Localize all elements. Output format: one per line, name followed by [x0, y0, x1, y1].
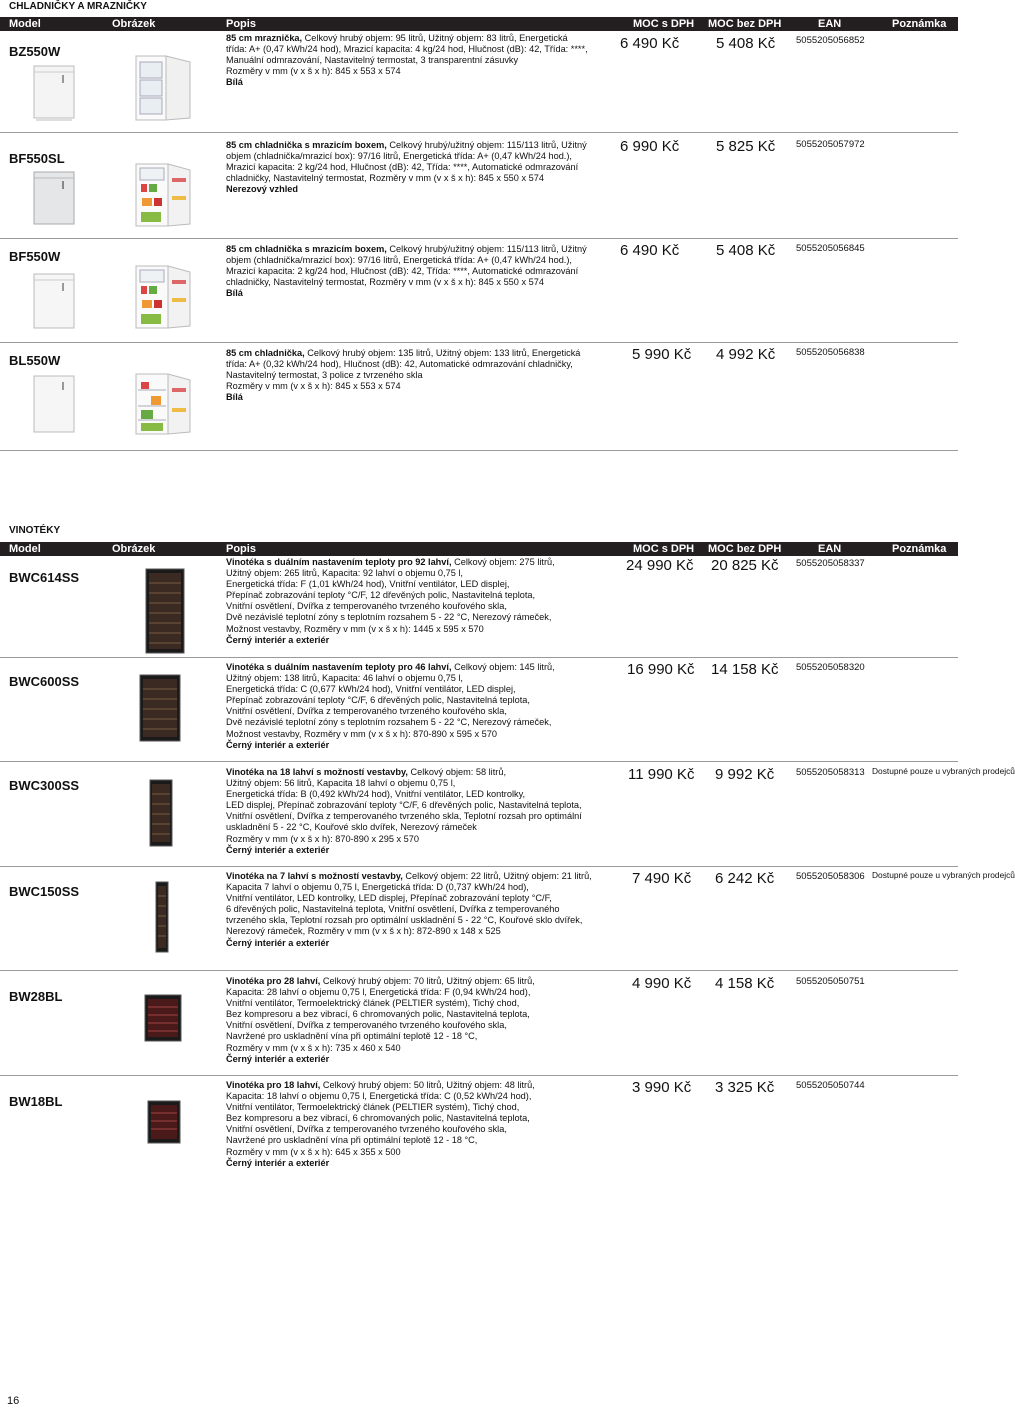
- product-description: [226, 1080, 616, 1169]
- description-line: chladničky, Nastavitelný termostat, Rozměry v mm (v x š x h): 845 x 550 x 574: [226, 173, 544, 184]
- page-number: 16: [7, 1395, 20, 1407]
- description-line: Vnitřní ventilátor, Termoelektrický článek (PELTIER systém), Tichý chod,: [226, 998, 520, 1009]
- color-note: Černý interiér a exteriér: [226, 1157, 330, 1168]
- product-description: [226, 244, 616, 299]
- table-row: [0, 661, 958, 761]
- ean-code: 5055205058313: [796, 767, 865, 778]
- ean-code: 5055205058320: [796, 662, 865, 673]
- description-line: Celkový objem: 145 litrů,: [454, 662, 555, 672]
- product-images: [0, 1079, 220, 1179]
- color-note: Černý interiér a exteriér: [226, 844, 330, 855]
- price-with-vat: 5 990 Kč: [632, 346, 692, 363]
- color-note: Černý interiér a exteriér: [226, 739, 330, 750]
- description-line: Vnitřní osvětlení, Dvířka z temperovaného tvrzeného kouřového skla,: [226, 1020, 507, 1031]
- ean-code: 5055205057972: [796, 139, 865, 150]
- header-ean: EAN: [818, 543, 842, 555]
- description-line: třída: A+ (0,32 kWh/24 hod), Hlučnost (dB): 42, Automatické odmrazování chladničky,: [226, 359, 573, 370]
- header-ean: EAN: [818, 18, 842, 30]
- row-divider: [0, 761, 958, 762]
- description-line: Celkový hrubý objem: 135 litrů, Užitný objem: 133 litrů, Energetická: [307, 348, 581, 358]
- description-line: Vnitřní osvětlení, Dvířka z temperovaného tvrzeného skla, Teplotní rozsah pro optimální: [226, 811, 582, 822]
- product-images: [0, 766, 220, 866]
- color-note: Černý interiér a exteriér: [226, 634, 330, 645]
- product-images: [0, 346, 220, 446]
- description-line: uskladnění 5 - 22 °C, Kouřové sklo dvířek, Nerezový rámeček: [226, 822, 477, 833]
- price-without-vat: 20 825 Kč: [711, 557, 779, 574]
- product-description: [226, 767, 616, 856]
- row-divider: [0, 1075, 958, 1076]
- header-image: Obrázek: [112, 18, 156, 30]
- description-line: Energetická třída: C (0,677 kWh/24 hod), Vnitřní ventilátor, LED displej,: [226, 684, 516, 695]
- ean-code: 5055205056838: [796, 347, 865, 358]
- description-line: LED displej, Přepínač zobrazování teploty °C/F, 6 dřevěných polic, Nastavitelná teplota,: [226, 800, 582, 811]
- description-line: Manuální odmrazování, Nastavitelný termostat, 3 transparentní zásuvky: [226, 55, 519, 66]
- availability-note: Dostupné pouze u vybraných prodejců: [872, 766, 1015, 776]
- description-line: Dvě nezávislé teplotní zóny s teplotním rozsahem 5 - 22 °C, Nerezový rámeček,: [226, 717, 552, 728]
- product-description: [226, 557, 616, 646]
- table-row: [0, 346, 958, 450]
- fridge-open-image: [136, 164, 190, 226]
- model-name: BL550W: [9, 353, 61, 368]
- row-divider: [0, 866, 958, 867]
- table-row: [0, 557, 958, 657]
- description-lead: 85 cm chladnička s mrazicím boxem,: [226, 140, 387, 150]
- price-with-vat: 4 990 Kč: [632, 975, 692, 992]
- color-note: Bílá: [226, 77, 243, 88]
- description-lead: 85 cm mraznička,: [226, 33, 303, 43]
- header-model: Model: [9, 543, 41, 555]
- header-moc-bez-dph: MOC bez DPH: [708, 543, 782, 555]
- description-line: Celkový objem: 58 litrů,: [410, 767, 507, 777]
- description-lead: Vinotéka pro 18 lahví,: [226, 1080, 321, 1090]
- description-line: Mrazicí kapacita: 2 kg/24 hod, Hlučnost (dB): 42, Třída: ****, Automatické odmrazování: [226, 266, 579, 277]
- header-moc-dph: MOC s DPH: [633, 543, 695, 555]
- description-lead: Vinotéka s duálním nastavením teploty pro 92 lahví,: [226, 557, 452, 567]
- header-moc-bez-dph: MOC bez DPH: [708, 18, 782, 30]
- description-line: Celkový hrubý objem: 50 litrů, Užitný objem: 48 litrů,: [322, 1080, 535, 1090]
- product-images: [0, 975, 220, 1075]
- description-lead: 85 cm chladnička s mrazicím boxem,: [226, 244, 387, 254]
- color-note: Černý interiér a exteriér: [226, 937, 330, 948]
- color-note: Bílá: [226, 288, 243, 299]
- description-line: Nastavitelný termostat, 3 police z tvrzeného skla: [226, 370, 423, 381]
- product-images: [0, 242, 220, 342]
- ean-code: 5055205058337: [796, 558, 865, 569]
- description-line: Bez kompresoru a bez vibrací, 6 chromovaných polic, Nastavitelná teplota,: [226, 1113, 530, 1124]
- price-with-vat: 24 990 Kč: [626, 557, 694, 574]
- color-note: Nerezový vzhled: [226, 184, 298, 195]
- description-line: Užitný objem: 56 litrů, Kapacita 18 lahví o objemu 0,75 l,: [226, 778, 456, 789]
- price-without-vat: 14 158 Kč: [711, 661, 779, 678]
- section-title: CHLADNIČKY A MRAZNIČKY: [9, 1, 147, 12]
- description-lead: Vinotéka na 18 lahví s možností vestavby,: [226, 767, 408, 777]
- description-line: Rozměry v mm (v x š x h): 845 x 553 x 574: [226, 381, 401, 392]
- fridge-closed-image: [34, 274, 74, 328]
- description-line: chladničky, Nastavitelný termostat, Rozměry v mm (v x š x h): 845 x 550 x 574: [226, 277, 544, 288]
- description-lead: Vinotéka na 7 lahví s možností vestavby,: [226, 871, 403, 881]
- section-title: VINOTÉKY: [9, 525, 61, 536]
- description-line: Vnitřní osvětlení, Dvířka z temperovaného tvrzeného kouřového skla,: [226, 706, 507, 717]
- description-line: Kapacita: 18 lahví o objemu 0,75 l, Energetická třída: C (0,52 kWh/24 hod),: [226, 1091, 532, 1102]
- price-with-vat: 3 990 Kč: [632, 1079, 692, 1096]
- fridge-open-image: [136, 374, 190, 434]
- description-line: Vnitřní ventilátor, LED kontrolky, LED displej, Přepínač zobrazování teploty °C/F,: [226, 893, 552, 904]
- description-line: Užitný objem: 265 litrů, Kapacita: 92 lahví o objemu 0,75 l,: [226, 568, 463, 579]
- product-images: [0, 557, 220, 657]
- price-with-vat: 16 990 Kč: [627, 661, 695, 678]
- price-without-vat: 4 992 Kč: [716, 346, 776, 363]
- description-line: Celkový hrubý objem: 95 litrů, Užitný objem: 83 litrů, Energetická: [304, 33, 568, 43]
- model-name: BF550W: [9, 249, 61, 264]
- color-note: Bílá: [226, 392, 243, 403]
- table-row: [0, 975, 958, 1075]
- row-divider: [0, 450, 958, 451]
- description-line: Přepínač zobrazování teploty °C/F, 6 dřevěných polic, Nastavitelná teplota,: [226, 695, 530, 706]
- description-line: Celkový hrubý objem: 70 litrů, Užitný objem: 65 litrů,: [322, 976, 535, 986]
- description-line: Kapacita: 28 lahví o objemu 0,75 l, Energetická třída: F (0,94 kWh/24 hod),: [226, 987, 531, 998]
- price-without-vat: 6 242 Kč: [715, 870, 775, 887]
- description-line: 6 dřevěných polic, Nastavitelná teplota, Vnitřní osvětlení, Dvířka z temperovaného: [226, 904, 560, 915]
- description-line: Rozměry v mm (v x š x h): 735 x 460 x 540: [226, 1042, 401, 1053]
- table-header: [0, 17, 958, 31]
- model-name: BW18BL: [9, 1094, 63, 1109]
- model-name: BWC600SS: [9, 674, 80, 689]
- description-line: Celkový objem: 22 litrů, Užitný objem: 21 litrů,: [405, 871, 592, 881]
- description-line: Celkový hrubý/užitný objem: 115/113 litrů, Užitný: [389, 244, 587, 254]
- product-description: [226, 662, 616, 751]
- header-note: Poznámka: [892, 18, 947, 30]
- wine-cooler-image: [146, 569, 184, 653]
- description-line: objem (chladnička/mrazicí box): 97/16 litrů, Energetická třída: A+ (0,47 kWh/24 hod.),: [226, 151, 572, 162]
- ean-code: 5055205056852: [796, 35, 865, 46]
- product-description: [226, 976, 616, 1065]
- wine-cooler-image: [148, 1101, 180, 1143]
- price-with-vat: 6 490 Kč: [620, 35, 680, 52]
- description-line: objem (chladnička/mrazicí box): 97/16 litrů, Energetická třída: A+ (0,47 kWh/24 hod.),: [226, 255, 572, 266]
- price-without-vat: 9 992 Kč: [715, 766, 775, 783]
- description-line: tvrzeného skla, Teplotní rozsah pro optimální uskladnění 5 - 22 °C, Kouřové sklo dvířek,: [226, 915, 583, 926]
- model-name: BZ550W: [9, 44, 61, 59]
- description-line: Vnitřní osvětlení, Dvířka z temperovaného tvrzeného kouřového skla,: [226, 601, 507, 612]
- description-line: Kapacita 7 lahví o objemu 0,75 l, Energetická třída: D (0,737 kWh/24 hod),: [226, 882, 529, 893]
- product-description: [226, 33, 616, 88]
- product-description: [226, 871, 616, 949]
- description-line: Navržené pro uskladnění vína při optimální teplotě 12 - 18 °C,: [226, 1031, 478, 1042]
- price-with-vat: 6 990 Kč: [620, 138, 680, 155]
- model-name: BW28BL: [9, 989, 63, 1004]
- wine-cooler-image: [140, 675, 180, 741]
- table-row: [0, 1079, 958, 1183]
- description-line: Přepínač zobrazování teploty °C/F, 12 dřevěných polic, Nastavitelná teplota,: [226, 590, 536, 601]
- availability-note: Dostupné pouze u vybraných prodejců: [872, 870, 1015, 880]
- fridge-open-image: [136, 266, 190, 328]
- fridge-closed-image: [34, 376, 74, 432]
- description-line: Vnitřní osvětlení, Dvířka z temperovaného tvrzeného kouřového skla,: [226, 1124, 507, 1135]
- fridge-closed-image: [34, 172, 74, 224]
- description-line: Mrazicí kapacita: 2 kg/24 hod, Hlučnost (dB): 42, Třída: ****, Automatické odmrazování: [226, 162, 579, 173]
- price-without-vat: 5 825 Kč: [716, 138, 776, 155]
- description-line: Celkový hrubý/užitný objem: 115/113 litrů, Užitný: [389, 140, 587, 150]
- row-divider: [0, 342, 958, 343]
- model-name: BWC150SS: [9, 884, 80, 899]
- model-name: BWC300SS: [9, 778, 80, 793]
- table-row: [0, 32, 958, 132]
- description-line: Nerezový rámeček, Rozměry v mm (v x š x h): 872-890 x 148 x 525: [226, 926, 501, 937]
- model-name: BF550SL: [9, 151, 65, 166]
- row-divider: [0, 132, 958, 133]
- ean-code: 5055205056845: [796, 243, 865, 254]
- description-line: Užitný objem: 138 litrů, Kapacita: 46 lahví o objemu 0,75 l,: [226, 673, 463, 684]
- row-divider: [0, 238, 958, 239]
- product-images: [0, 32, 220, 132]
- header-model: Model: [9, 18, 41, 30]
- freezer-open-image: [136, 56, 190, 120]
- description-line: Rozměry v mm (v x š x h): 870-890 x 295 x 570: [226, 833, 420, 844]
- price-without-vat: 5 408 Kč: [716, 35, 776, 52]
- description-line: Rozměry v mm (v x š x h): 645 x 355 x 500: [226, 1146, 401, 1157]
- description-line: Možnost vestavby, Rozměry v mm (v x š x h): 1445 x 595 x 570: [226, 623, 484, 634]
- model-name: BWC614SS: [9, 570, 80, 585]
- wine-cooler-image: [145, 995, 181, 1041]
- description-line: Dvě nezávislé teplotní zóny s teplotním rozsahem 5 - 22 °C, Nerezový rámeček,: [226, 612, 552, 623]
- price-with-vat: 6 490 Kč: [620, 242, 680, 259]
- product-description: [226, 140, 616, 195]
- price-without-vat: 5 408 Kč: [716, 242, 776, 259]
- description-line: Celkový objem: 275 litrů,: [454, 557, 555, 567]
- header-image: Obrázek: [112, 543, 156, 555]
- row-divider: [0, 657, 958, 658]
- product-images: [0, 870, 220, 970]
- price-with-vat: 7 490 Kč: [632, 870, 692, 887]
- description-lead: Vinotéka s duálním nastavením teploty pro 46 lahví,: [226, 662, 452, 672]
- description-line: Vnitřní ventilátor, Termoelektrický článek (PELTIER systém), Tichý chod,: [226, 1102, 520, 1113]
- product-images: [0, 138, 220, 238]
- freezer-closed-image: [34, 66, 74, 121]
- description-lead: Vinotéka pro 28 lahví,: [226, 976, 321, 986]
- ean-code: 5055205050744: [796, 1080, 865, 1091]
- header-moc-dph: MOC s DPH: [633, 18, 695, 30]
- table-header: [0, 542, 958, 556]
- description-lead: 85 cm chladnička,: [226, 348, 305, 358]
- table-row: [0, 870, 1015, 970]
- description-line: Energetická třída: F (1,01 kWh/24 hod), Vnitřní ventilátor, LED displej,: [226, 579, 510, 590]
- description-line: Bez kompresoru a bez vibrací, 6 chromovaných polic, Nastavitelná teplota,: [226, 1009, 530, 1020]
- price-without-vat: 3 325 Kč: [715, 1079, 775, 1096]
- table-row: [0, 138, 958, 238]
- header-note: Poznámka: [892, 543, 947, 555]
- color-note: Černý interiér a exteriér: [226, 1053, 330, 1064]
- ean-code: 5055205058306: [796, 871, 865, 882]
- product-description: [226, 348, 616, 403]
- price-with-vat: 11 990 Kč: [628, 766, 695, 783]
- description-line: Možnost vestavby, Rozměry v mm (v x š x h): 870-890 x 595 x 570: [226, 728, 497, 739]
- ean-code: 5055205050751: [796, 976, 865, 987]
- wine-cooler-image: [156, 882, 168, 952]
- row-divider: [0, 970, 958, 971]
- product-images: [0, 661, 220, 761]
- wine-cooler-image: [150, 780, 172, 846]
- header-description: Popis: [226, 543, 256, 555]
- header-description: Popis: [226, 18, 256, 30]
- description-line: třída: A+ (0,47 kWh/24 hod), Mrazicí kapacita: 4 kg/24 hod, Hlučnost (dB): 42, Třída: ****,: [226, 44, 588, 55]
- table-row: [0, 242, 958, 342]
- description-line: Energetická třída: B (0,492 kWh/24 hod), Vnitřní ventilátor, LED kontrolky,: [226, 789, 526, 800]
- description-line: Rozměry v mm (v x š x h): 845 x 553 x 574: [226, 66, 401, 77]
- description-line: Navržené pro uskladnění vína při optimální teplotě 12 - 18 °C,: [226, 1135, 478, 1146]
- table-row: [0, 766, 1015, 866]
- price-without-vat: 4 158 Kč: [715, 975, 775, 992]
